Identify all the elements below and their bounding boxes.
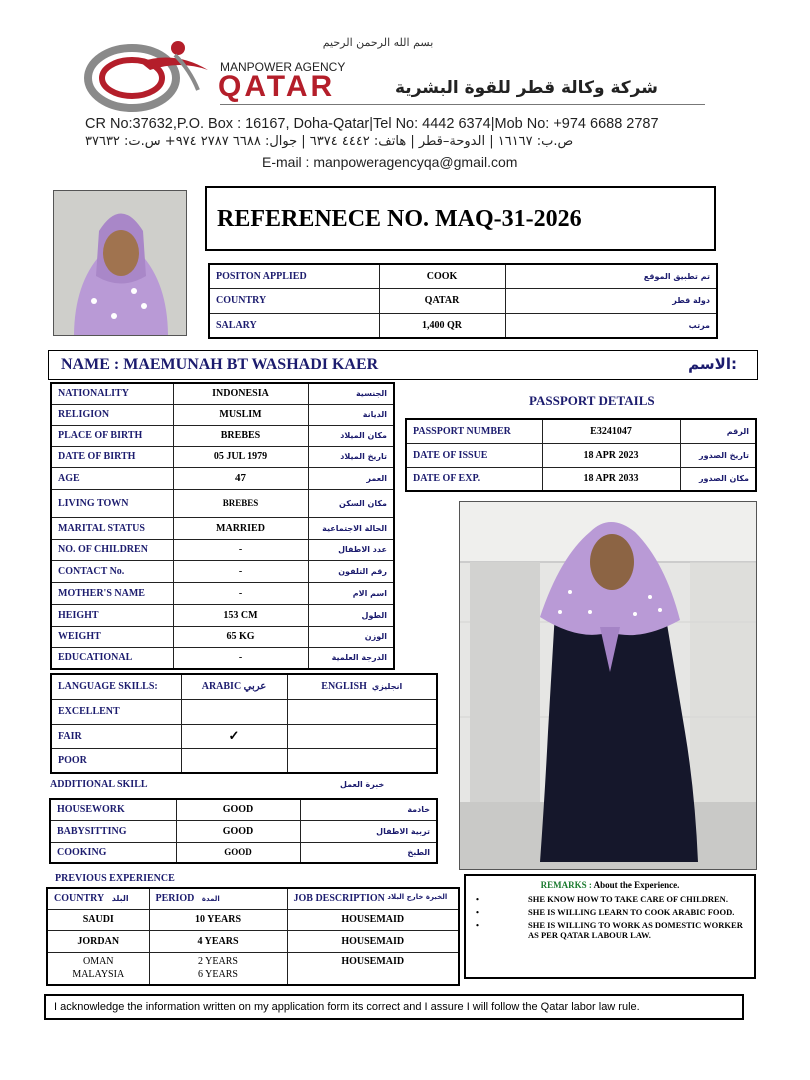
experience-job: HOUSEMAID <box>287 952 459 985</box>
personal-row <box>51 626 394 647</box>
personal-label-arabic: مكان السكن <box>308 489 394 517</box>
personal-value: BREBES <box>173 489 308 517</box>
language-row <box>51 699 437 724</box>
col-job-label: JOB DESCRIPTION <box>293 893 385 905</box>
personal-row <box>51 404 394 425</box>
experience-period: 10 YEARS <box>149 909 287 930</box>
personal-label: LIVING TOWN <box>51 489 173 517</box>
remarks-item <box>472 920 748 940</box>
experience-job: HOUSEMAID <box>287 930 459 952</box>
personal-label-arabic: الطول <box>308 604 394 626</box>
language-english-mark <box>287 748 437 773</box>
passport-label: DATE OF ISSUE <box>406 443 542 467</box>
personal-label: RELIGION <box>51 404 173 425</box>
language-header: LANGUAGE SKILLS: <box>51 674 181 699</box>
portrait-photo <box>53 190 187 336</box>
remarks-subtitle: About the Experience. <box>593 880 680 890</box>
passport-label: PASSPORT NUMBER <box>406 419 542 443</box>
personal-details-table <box>50 382 395 670</box>
personal-row <box>51 604 394 626</box>
job-label: POSITON APPLIED <box>209 264 379 288</box>
language-english-arabic: انجليزي <box>371 682 403 692</box>
agency-name-arabic: شركة وكالة قطر للقوة البشرية <box>395 78 658 98</box>
full-body-photo <box>459 501 757 870</box>
col-job <box>287 888 459 909</box>
experience-country: MALAYSIA <box>72 969 125 981</box>
experience-period-multi <box>149 952 287 985</box>
col-period-label: PERIOD <box>155 893 195 905</box>
personal-value: - <box>173 539 308 560</box>
skill-value: GOOD <box>176 842 300 863</box>
contact-line-arabic: ص.ب: ١٦١٦٧ | الدوحة–قطر | هاتف: ٤٤٤٢ ٦٣٧٤ | جوال: ٦٦٨٨ ٢٧٨٧ ٩٧٤+ س.ت: ٣٧٦٣٢ <box>85 134 574 149</box>
language-english-mark <box>287 699 437 724</box>
col-period <box>149 888 287 909</box>
job-row <box>209 264 717 288</box>
personal-value: 47 <box>173 467 308 489</box>
language-arabic-mark <box>181 748 287 773</box>
personal-value: 05 JUL 1979 <box>173 446 308 467</box>
additional-skill-label: ADDITIONAL SKILL <box>50 779 148 790</box>
personal-label-arabic: العمر <box>308 467 394 489</box>
job-row <box>209 313 717 338</box>
personal-row <box>51 425 394 446</box>
job-table <box>208 263 718 339</box>
personal-row <box>51 560 394 582</box>
col-country <box>47 888 149 909</box>
personal-row <box>51 647 394 669</box>
language-level: FAIR <box>51 724 181 748</box>
passport-label-arabic: الرقم <box>680 419 756 443</box>
col-job-arabic: الخبرة خارج البلاد <box>387 893 448 902</box>
experience-period: 4 YEARS <box>149 930 287 952</box>
experience-row <box>47 952 459 985</box>
job-value: 1,400 QR <box>379 313 505 338</box>
experience-table <box>46 887 460 986</box>
passport-label-arabic: تاريخ الصدور <box>680 443 756 467</box>
personal-label-arabic: الوزن <box>308 626 394 647</box>
remarks-title: REMARKS : <box>540 880 592 890</box>
personal-value: - <box>173 560 308 582</box>
passport-value: 18 APR 2033 <box>542 467 680 491</box>
passport-label-arabic: مكان الصدور <box>680 467 756 491</box>
personal-value: 153 CM <box>173 604 308 626</box>
bullet-icon: • <box>476 907 479 917</box>
skill-value: GOOD <box>176 820 300 842</box>
col-country-label: COUNTRY <box>54 893 105 905</box>
personal-value: MARRIED <box>173 517 308 539</box>
personal-label: DATE OF BIRTH <box>51 446 173 467</box>
passport-row <box>406 443 756 467</box>
skill-label-arabic: الطبخ <box>300 842 437 863</box>
passport-row <box>406 467 756 491</box>
job-label-arabic: مرتب <box>505 313 717 338</box>
agency-logo-icon <box>80 30 220 116</box>
personal-label: AGE <box>51 467 173 489</box>
additional-skill-label-arabic: خبرة العمل <box>340 780 385 789</box>
agency-name-big: QATAR <box>218 70 336 103</box>
experience-title: PREVIOUS EXPERIENCE <box>55 873 175 884</box>
applicant-name: NAME : MAEMUNAH BT WASHADI KAER <box>61 356 379 373</box>
personal-label-arabic: الدرجة العلمية <box>308 647 394 669</box>
personal-label-arabic: رقم التلفون <box>308 560 394 582</box>
experience-country-multi <box>47 952 149 985</box>
experience-country: SAUDI <box>47 909 149 930</box>
passport-value: 18 APR 2023 <box>542 443 680 467</box>
personal-row <box>51 582 394 604</box>
personal-value: INDONESIA <box>173 383 308 404</box>
header <box>0 0 810 180</box>
header-divider <box>220 104 705 105</box>
remarks-heading <box>472 880 748 890</box>
language-arabic-mark <box>181 699 287 724</box>
personal-value: MUSLIM <box>173 404 308 425</box>
job-label: SALARY <box>209 313 379 338</box>
personal-label-arabic: الديانة <box>308 404 394 425</box>
email-line: E-mail : manpoweragencyqa@gmail.com <box>262 154 518 170</box>
bismillah-calligraphy: بسم الله الرحمن الرحيم <box>322 36 434 49</box>
remarks-item <box>472 907 748 917</box>
personal-label-arabic: الجنسية <box>308 383 394 404</box>
skill-row <box>50 842 437 863</box>
bullet-icon: • <box>476 894 479 904</box>
language-row <box>51 724 437 748</box>
job-label-arabic: تم تطبيق الموقع <box>505 264 717 288</box>
passport-value: E3241047 <box>542 419 680 443</box>
language-header-row <box>51 674 437 699</box>
language-english-mark <box>287 724 437 748</box>
personal-label: NATIONALITY <box>51 383 173 404</box>
reference-box <box>205 186 716 251</box>
additional-skills-table <box>49 798 438 864</box>
personal-label: NO. OF CHILDREN <box>51 539 173 560</box>
personal-label: MARITAL STATUS <box>51 517 173 539</box>
skill-label-arabic: خادمة <box>300 799 437 820</box>
language-level: EXCELLENT <box>51 699 181 724</box>
experience-row <box>47 930 459 952</box>
skill-label-arabic: تربية الاطفال <box>300 820 437 842</box>
personal-value: - <box>173 582 308 604</box>
experience-country: JORDAN <box>47 930 149 952</box>
name-bar <box>48 350 758 380</box>
remarks-text: SHE IS WILLING LEARN TO COOK ARABIC FOOD. <box>528 907 735 917</box>
bullet-icon: • <box>476 920 479 930</box>
personal-row <box>51 446 394 467</box>
personal-value: 65 KG <box>173 626 308 647</box>
language-arabic-mark: ✓ <box>181 724 287 748</box>
personal-label-arabic: اسم الام <box>308 582 394 604</box>
language-english-header <box>287 674 437 699</box>
experience-country: OMAN <box>82 956 114 968</box>
experience-row <box>47 909 459 930</box>
contact-line-english: CR No:37632,P.O. Box : 16167, Doha-Qatar|Tel No: 4442 6374|Mob No: +974 6688 2787 <box>85 116 659 132</box>
personal-label-arabic: مكان الميلاد <box>308 425 394 446</box>
personal-label: CONTACT No. <box>51 560 173 582</box>
personal-label-arabic: عدد الاطفال <box>308 539 394 560</box>
personal-label: HEIGHT <box>51 604 173 626</box>
col-period-arabic: المدة <box>201 895 220 904</box>
col-country-arabic: البلد <box>111 894 129 904</box>
skill-value: GOOD <box>176 799 300 820</box>
personal-value: - <box>173 647 308 669</box>
remarks-item <box>472 894 748 904</box>
declaration-box <box>44 994 744 1020</box>
language-english-label: ENGLISH <box>321 681 367 693</box>
passport-row <box>406 419 756 443</box>
declaration-text: I acknowledge the information written on my application form its correct and I assure I will follow the Qatar labor law rule. <box>54 1001 640 1013</box>
remarks-box <box>464 874 756 979</box>
personal-row <box>51 489 394 517</box>
remarks-text: SHE KNOW HOW TO TAKE CARE OF CHILDREN. <box>528 894 728 904</box>
language-row <box>51 748 437 773</box>
experience-job: HOUSEMAID <box>287 909 459 930</box>
skill-label: COOKING <box>50 842 176 863</box>
language-arabic-header: ARABIC عربي <box>181 674 287 699</box>
agency-name-small: MANPOWER AGENCY <box>220 60 346 74</box>
experience-header-row <box>47 888 459 909</box>
experience-period: 6 YEARS <box>198 969 238 981</box>
skill-label: BABYSITTING <box>50 820 176 842</box>
job-value: COOK <box>379 264 505 288</box>
personal-value: BREBES <box>173 425 308 446</box>
personal-row <box>51 517 394 539</box>
job-label-arabic: دولة قطر <box>505 288 717 313</box>
reference-number: REFERENECE NO. MAQ-31-2026 <box>217 206 582 232</box>
job-label: COUNTRY <box>209 288 379 313</box>
personal-row <box>51 539 394 560</box>
job-value: QATAR <box>379 288 505 313</box>
personal-row <box>51 383 394 404</box>
language-level: POOR <box>51 748 181 773</box>
personal-label: WEIGHT <box>51 626 173 647</box>
personal-label-arabic: الحالة الاجتماعية <box>308 517 394 539</box>
passport-label: DATE OF EXP. <box>406 467 542 491</box>
personal-label: PLACE OF BIRTH <box>51 425 173 446</box>
skill-row <box>50 799 437 820</box>
language-skills-table <box>50 673 438 774</box>
personal-row <box>51 467 394 489</box>
remarks-text: SHE IS WILLING TO WORK AS DOMESTIC WORKER AS PER QATAR LABOUR LAW. <box>528 920 743 940</box>
passport-table <box>405 418 757 492</box>
personal-label: MOTHER'S NAME <box>51 582 173 604</box>
personal-label: EDUCATIONAL <box>51 647 173 669</box>
passport-title: PASSPORT DETAILS <box>529 393 655 408</box>
personal-label-arabic: تاريخ الميلاد <box>308 446 394 467</box>
experience-period: 2 YEARS <box>198 956 238 968</box>
skill-row <box>50 820 437 842</box>
job-row <box>209 288 717 313</box>
skill-label: HOUSEWORK <box>50 799 176 820</box>
applicant-name-arabic: الاسم: <box>688 355 737 373</box>
